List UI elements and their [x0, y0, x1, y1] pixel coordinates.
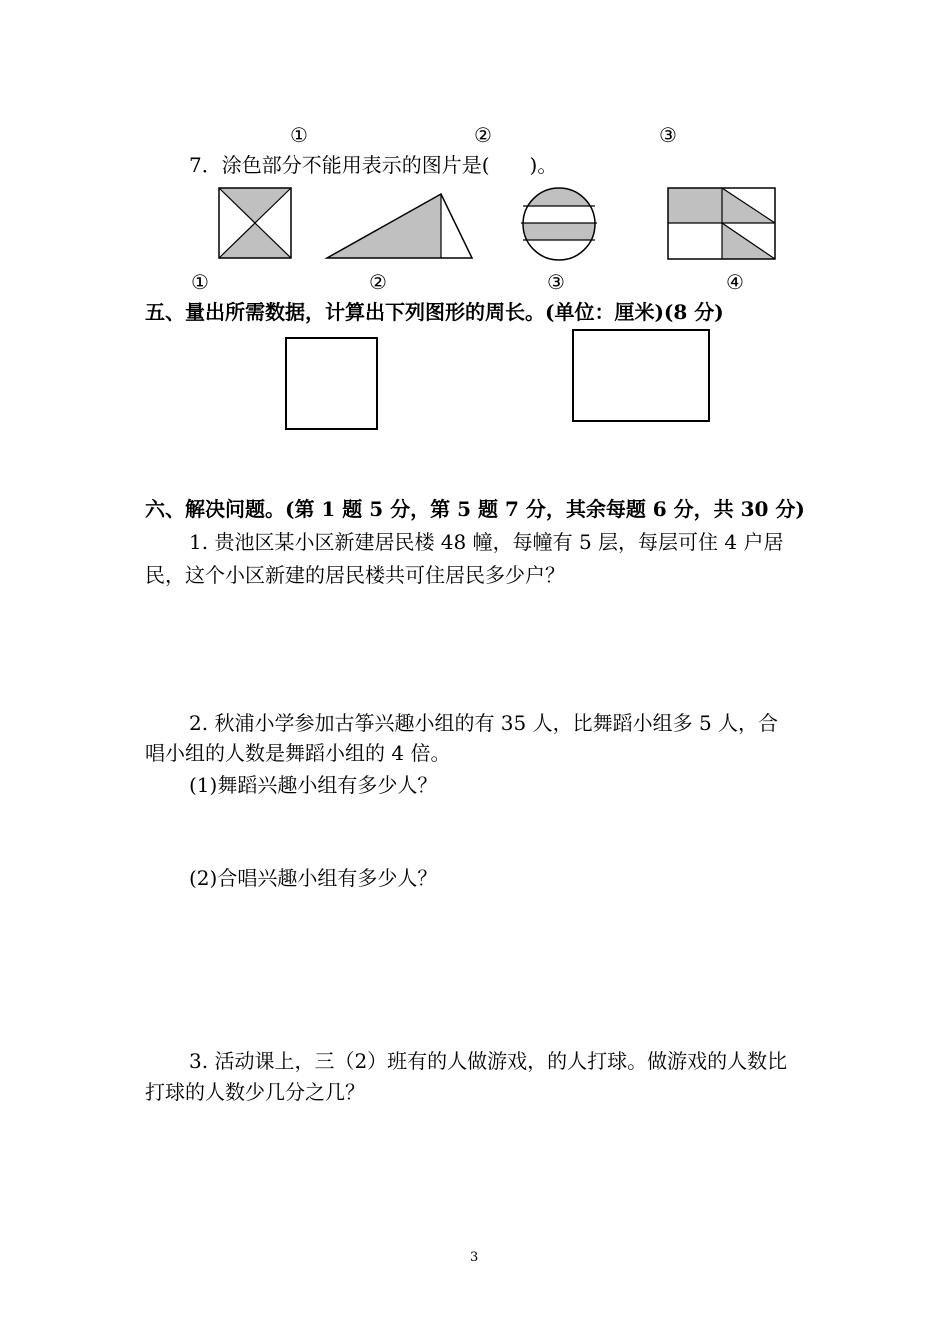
section-5-heading [145, 300, 724, 324]
q7-top-label-2: ② [474, 123, 492, 147]
problem-2-sub-1: (1)舞蹈兴趣小组有多少人？ [189, 773, 438, 797]
section-6-heading: 六、解决问题。(第 1 题 5 分，第 5 题 7 分，其余每题 6 分，共 30 分) [145, 497, 805, 521]
problem-3-line-2: 打球的人数少几分之几？ [145, 1080, 365, 1104]
q7-option-label-2: ② [369, 270, 387, 294]
section-5-square [285, 337, 379, 431]
q7-option-label-3: ③ [547, 270, 565, 294]
q7-option-label-1: ① [191, 270, 209, 294]
problem-2-line-1: 2. 秋浦小学参加古筝兴趣小组的有 35 人，比舞蹈小组多 5 人，合 [189, 711, 779, 735]
section-5-rectangle [572, 329, 711, 423]
section-5-heading-text: 五、量出所需数据，计算出下列图形的周长。(单位：厘米)(8 分) [145, 300, 724, 324]
problem-3-line-1: 3. 活动课上，三（2）班有的人做游戏，的人打球。做游戏的人数比 [189, 1049, 788, 1073]
q7-figure-3-circle [521, 187, 597, 261]
problem-1-line-2: 民，这个小区新建的居民楼共可住居民多少户？ [145, 563, 565, 587]
problem-2-sub-2: (2)合唱兴趣小组有多少人？ [189, 866, 438, 890]
q7-figure-4-rectangle [667, 187, 777, 261]
q7-top-label-1: ① [290, 123, 308, 147]
q7-option-label-4: ④ [726, 270, 744, 294]
q7-question-stem: 7．涂色部分不能用表示的图片是( )。 [189, 153, 558, 177]
q7-figure-1-square [218, 187, 292, 259]
page-number: 3 [470, 1250, 479, 1265]
problem-1-line-1: 1. 贵池区某小区新建居民楼 48 幢，每幢有 5 层，每层可住 4 户居 [189, 530, 784, 554]
q7-figure-2-triangle [326, 193, 474, 260]
problem-2-line-2: 唱小组的人数是舞蹈小组的 4 倍。 [145, 741, 451, 765]
q7-top-label-3: ③ [659, 123, 677, 147]
